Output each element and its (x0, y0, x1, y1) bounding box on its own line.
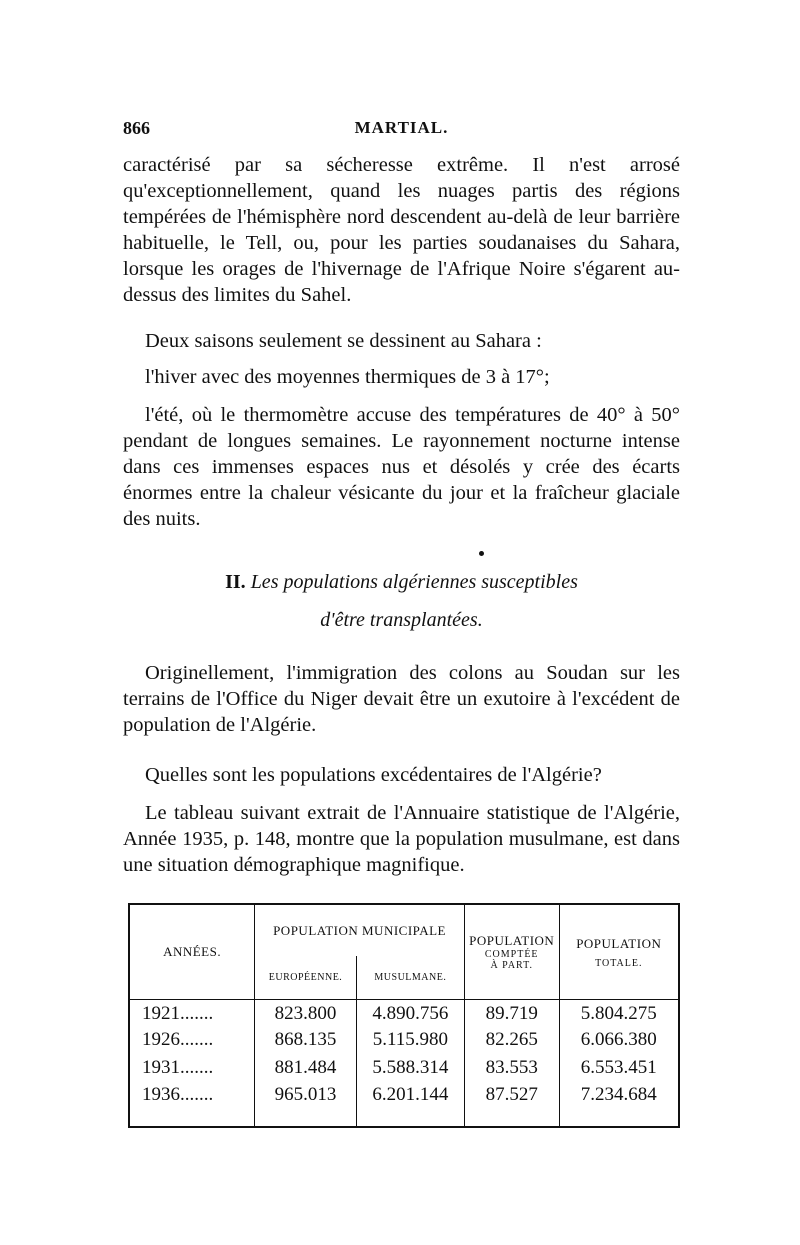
header-municipal: POPULATION MUNICIPALE (255, 904, 465, 956)
paragraph-summer: l'été, où le thermomètre accuse des températures de 40° à 50° pendant de longues semaines. Le rayonnement nocturne intense dans ces immenses espaces nus et désolés y crée des écarts énormes entre la chaleur vésicante du jour et la fraîcheur glaciale des nuits. (123, 404, 680, 530)
header-muslim: MUSULMANE. (356, 956, 464, 1000)
table-row (129, 1081, 679, 1108)
header-years: ANNÉES. (163, 944, 222, 960)
counted-cell: 82.265 (464, 1027, 559, 1054)
section-number: II. (225, 571, 246, 593)
muslim-cell: 6.201.144 (356, 1081, 464, 1108)
paragraph-question: Quelles sont les populations excédentaires de l'Algérie? (145, 764, 602, 786)
counted-cell: 89.719 (464, 1000, 559, 1027)
year-cell: 1921....... (142, 1002, 214, 1024)
counted-cell: 83.553 (464, 1054, 559, 1081)
page-header (123, 118, 680, 146)
page-number: 866 (123, 118, 150, 138)
header-counted-line2: COMPTÉE (484, 949, 539, 961)
total-cell: 6.553.451 (559, 1054, 679, 1081)
header-total-line2: TOTALE. (595, 957, 643, 969)
paragraph-sahara-climate: caractérisé par sa sécheresse extrême. Il n'est arrosé qu'exceptionnellement, quand les nuages partis des régions tempérées de l'hémisphère nord descendent au-delà de leur barrière habituelle, le Tell, ou, pour les parties soudanaises du Sahara, lorsque les orages de l'hivernage de l'Afrique Noire s'égarent au-dessus des limites du Sahel. (123, 154, 680, 306)
paragraph-immigration: Originellement, l'immigration des colons au Soudan sur les terrains de l'Office du Niger devait être un exutoire à l'excédent de population de l'Algérie. (123, 662, 680, 736)
table-bottom-spacer (129, 1108, 679, 1127)
header-counted (464, 904, 559, 1000)
section-title-part1: Les populations algériennes susceptibles (250, 571, 578, 593)
header-total (559, 904, 679, 1000)
table-row (129, 1054, 679, 1081)
header-european: EUROPÉENNE. (255, 956, 357, 1000)
total-cell: 7.234.684 (559, 1081, 679, 1108)
muslim-cell: 4.890.756 (356, 1000, 464, 1027)
muslim-cell: 5.115.980 (356, 1027, 464, 1054)
year-cell: 1926....... (142, 1029, 214, 1051)
table-row (129, 1027, 679, 1054)
year-cell: 1936....... (142, 1083, 214, 1105)
paragraph-winter: l'hiver avec des moyennes thermiques de 3 à 17°; (145, 366, 550, 388)
year-cell: 1931....... (142, 1056, 214, 1078)
header-counted-line3: À PART. (490, 960, 533, 972)
european-cell: 823.800 (255, 1000, 357, 1027)
running-head: MARTIAL. (354, 118, 449, 137)
paragraph-two-seasons: Deux saisons seulement se dessinent au Sahara : (145, 330, 542, 352)
european-cell: 881.484 (255, 1054, 357, 1081)
total-cell: 5.804.275 (559, 1000, 679, 1027)
paragraph-table-intro: Le tableau suivant extrait de l'Annuaire statistique de l'Algérie, Année 1935, p. 148, montre que la population musulmane, est dans une situation démographique magnifique. (123, 802, 680, 876)
counted-cell: 87.527 (464, 1081, 559, 1108)
population-table (128, 903, 680, 1128)
table-row (129, 1000, 679, 1027)
section-heading-line1 (123, 571, 680, 594)
european-cell: 965.013 (255, 1081, 357, 1108)
header-total-line1: POPULATION (576, 935, 662, 951)
separator-dot (479, 551, 484, 556)
total-cell: 6.066.380 (559, 1027, 679, 1054)
muslim-cell: 5.588.314 (356, 1054, 464, 1081)
section-heading-line2: d'être transplantées. (320, 609, 483, 631)
header-counted-line1: POPULATION (469, 933, 555, 949)
european-cell: 868.135 (255, 1027, 357, 1054)
